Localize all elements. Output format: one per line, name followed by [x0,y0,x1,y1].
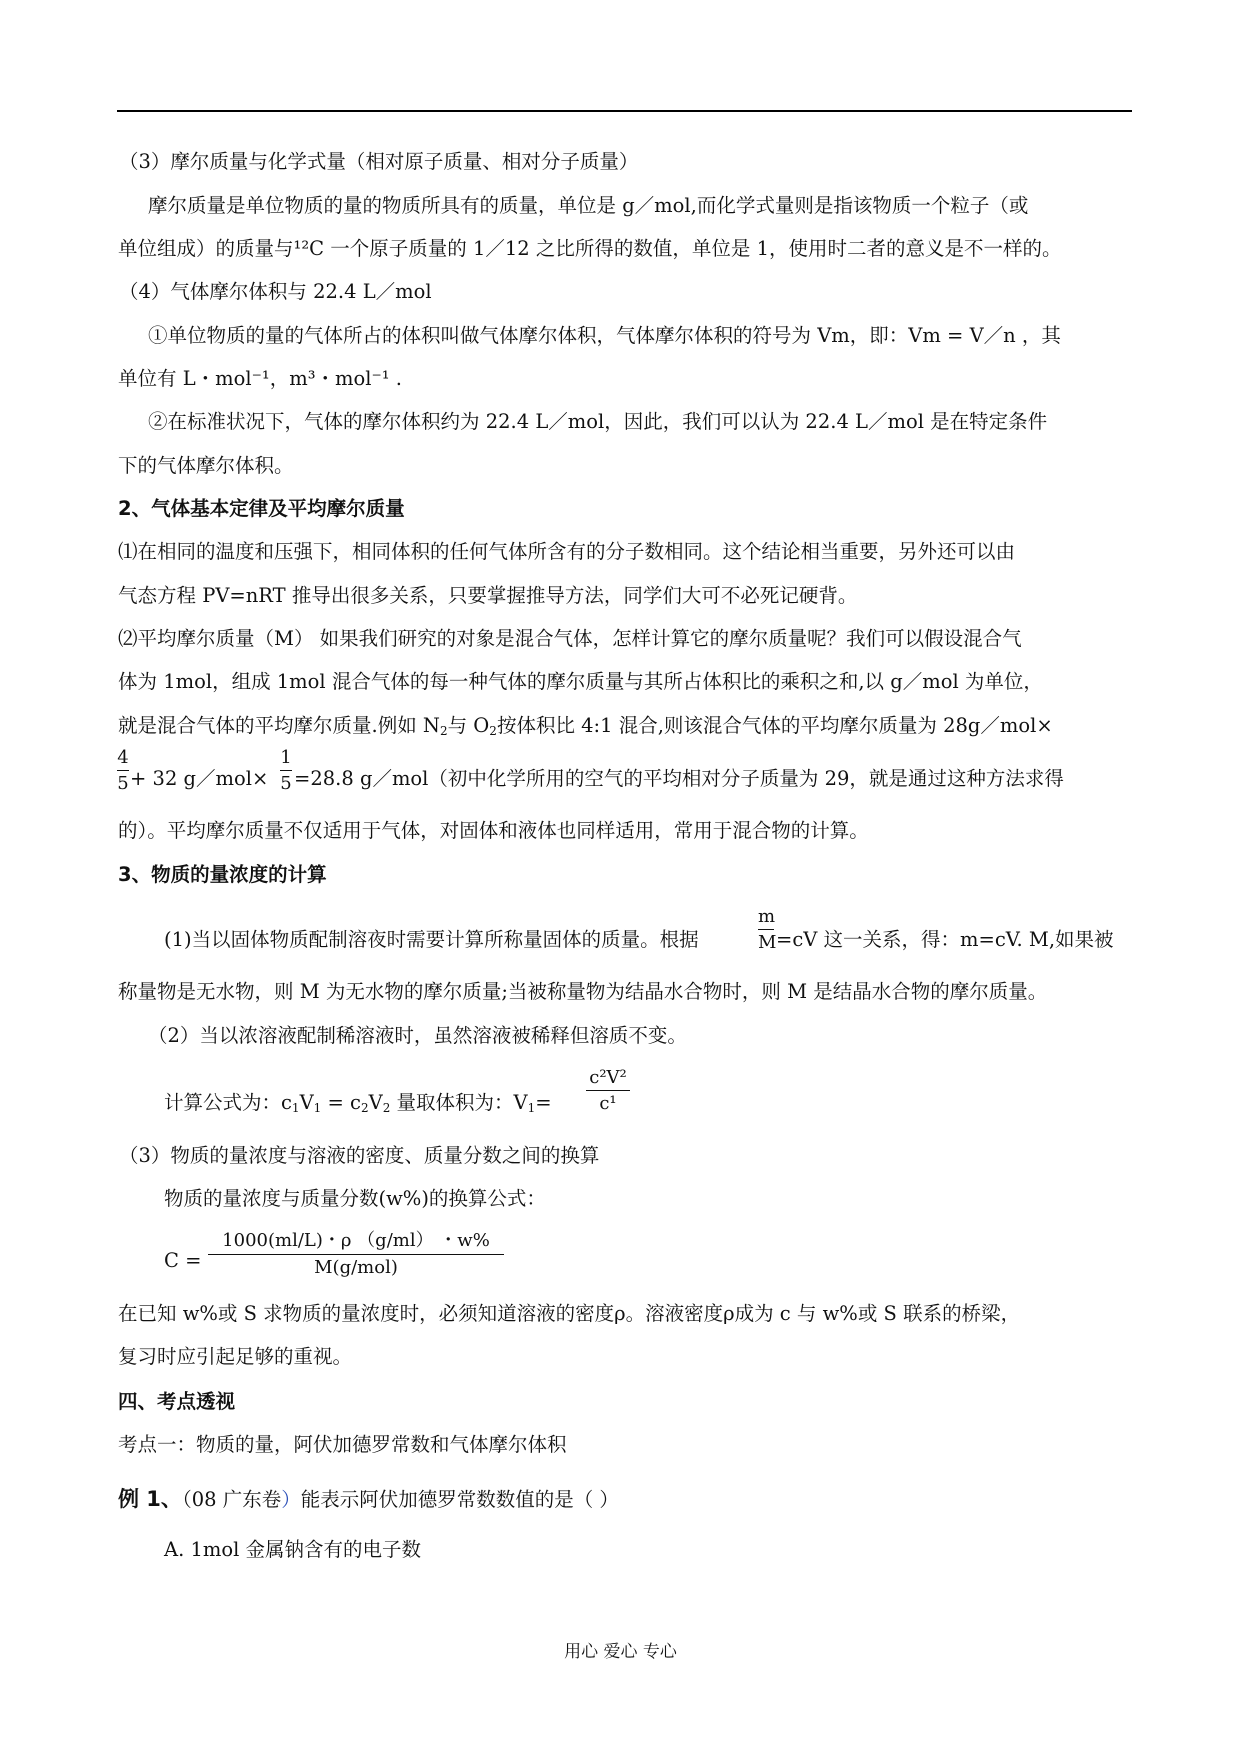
line-3-heading: （3）摩尔质量与化学式量（相对原子质量、相对分子质量） [119,150,639,173]
paragraph-line: ⑵平均摩尔质量（M） 如果我们研究的对象是混合气体，怎样计算它的摩尔质量呢？我们可以假设混合气 [118,627,1022,650]
section-heading-2: 2、气体基本定律及平均摩尔质量 [118,497,405,520]
paragraph-line: （3）物质的量浓度与溶液的密度、质量分数之间的换算 [119,1144,600,1167]
subscript: 1 [313,1101,322,1115]
text-run: 能表示阿伏加德罗常数数值的是（ ） [300,1488,619,1511]
numerator: 1 [280,747,292,768]
example-1 [118,1486,619,1513]
text-run: 按体积比 4:1 混合,则该混合气体的平均摩尔质量为 28g／mol× [496,714,1053,737]
text-run: 与 O [447,714,490,737]
paragraph-line: ①单位物质的量的气体所占的体积叫做气体摩尔体积，气体摩尔体积的符号为 Vm，即：Vm = V／n ，其 [148,324,1061,347]
line-4-heading: （4）气体摩尔体积与 22.4 L／mol [119,280,432,303]
numerator: m [758,906,776,927]
denominator: c¹ [599,1093,617,1114]
text-run: ） [281,1488,301,1511]
numerator: 1000(ml/L)・ρ （g/ml） ・w% [222,1230,490,1251]
paragraph-line: 摩尔质量是单位物质的量的物质所具有的质量，单位是 g／mol,而化学式量则是指该物质一个粒子（或 [148,194,1029,217]
formula-c-label: C = [164,1249,202,1272]
numerator: 4 [117,747,129,768]
section-heading-4: 四、考点透视 [118,1390,236,1413]
page-footer: 用心 爱心 专心 [564,1642,677,1662]
fraction-4-5 [117,747,129,794]
numerator: c²V² [589,1067,627,1088]
subscript: 2 [382,1101,391,1115]
text-run: V [299,1091,314,1114]
denominator: M(g/mol) [314,1257,398,1278]
fraction-m-M [758,906,777,953]
paragraph-line: 称量物是无水物，则 M 为无水物的摩尔质量;当被称量物为结晶水合物时，则 M 是结晶水合物的摩尔质量。 [118,980,1048,1003]
paragraph-line: 体为 1mol，组成 1mol 混合气体的每一种气体的摩尔质量与其所占体积比的乘积之和,以 g／mol 为单位， [118,670,1043,693]
denominator: 5 [117,773,129,794]
section-heading-3: 3、物质的量浓度的计算 [118,863,327,886]
subscript: 2 [489,724,497,738]
text-run: = c [321,1091,361,1114]
denominator: M [758,932,777,953]
text-run: 计算公式为：c [164,1091,292,1114]
paragraph-line: 气态方程 PV=nRT 推导出很多关系，只要掌握推导方法，同学们大可不必死记硬背。 [118,584,858,607]
text-run: =28.8 g／mol（初中化学所用的空气的平均相对分子质量为 29，就是通过这种方法求得 [294,767,1064,790]
paragraph-line: 的）。平均摩尔质量不仅适用于气体，对固体和液体也同样适用，常用于混合物的计算。 [118,819,869,842]
text-run: =cV 这一关系，得：m=cV. M,如果被 [776,928,1114,951]
text-run: = [535,1091,552,1114]
text-run: （08 广东卷 [181,1488,282,1511]
text-run: 量取体积为：V [390,1091,528,1114]
paragraph-line: 考点一：物质的量，阿伏加德罗常数和气体摩尔体积 [118,1433,567,1456]
paragraph-line: ②在标准状况下，气体的摩尔体积约为 22.4 L／mol，因此，我们可以认为 22.4 L／mol 是在特定条件 [148,410,1048,433]
text-run: (1)当以固体物质配制溶夜时需要计算所称量固体的质量。根据 [164,928,699,951]
dilution-formula [164,1090,552,1121]
paragraph-line: 下的气体摩尔体积。 [118,454,294,477]
fraction-1-5 [280,747,292,794]
fraction-concentration [208,1226,504,1278]
text-run: V [368,1091,383,1114]
subscript: 1 [527,1101,536,1115]
text-run: + 32 g／mol× [130,767,269,790]
denominator: 5 [280,773,292,794]
paragraph-line: ⑴在相同的温度和压强下，相同体积的任何气体所含有的分子数相同。这个结论相当重要，另外还可以由 [118,540,1016,563]
paragraph-line: 单位组成）的质量与¹²C 一个原子质量的 1／12 之比所得的数值，单位是 1，使用时二者的意义是不一样的。 [118,237,1062,260]
header-rule [117,110,1132,112]
subscript: 1 [291,1101,300,1115]
paragraph-line: 物质的量浓度与质量分数(w%)的换算公式： [164,1187,546,1210]
subscript: 2 [360,1101,369,1115]
example-label: 例 1、 [118,1487,182,1511]
paragraph-line [118,713,1053,744]
paragraph-line: 复习时应引起足够的重视。 [118,1345,353,1368]
paragraph-line: （2）当以浓溶液配制稀溶液时，虽然溶液被稀释但溶质不变。 [148,1024,687,1047]
fraction-volume [586,1067,630,1114]
option-a: A. 1mol 金属钠含有的电子数 [164,1538,422,1561]
subscript: 2 [439,724,448,738]
text-run: 就是混合气体的平均摩尔质量.例如 N [118,714,440,737]
paragraph-line: 在已知 w%或 S 求物质的量浓度时，必须知道溶液的密度ρ。溶液密度ρ成为 c 与 w%或 S 联系的桥梁， [118,1302,1021,1325]
paragraph-line: 单位有 L・mol⁻¹，m³・mol⁻¹ . [118,367,403,390]
